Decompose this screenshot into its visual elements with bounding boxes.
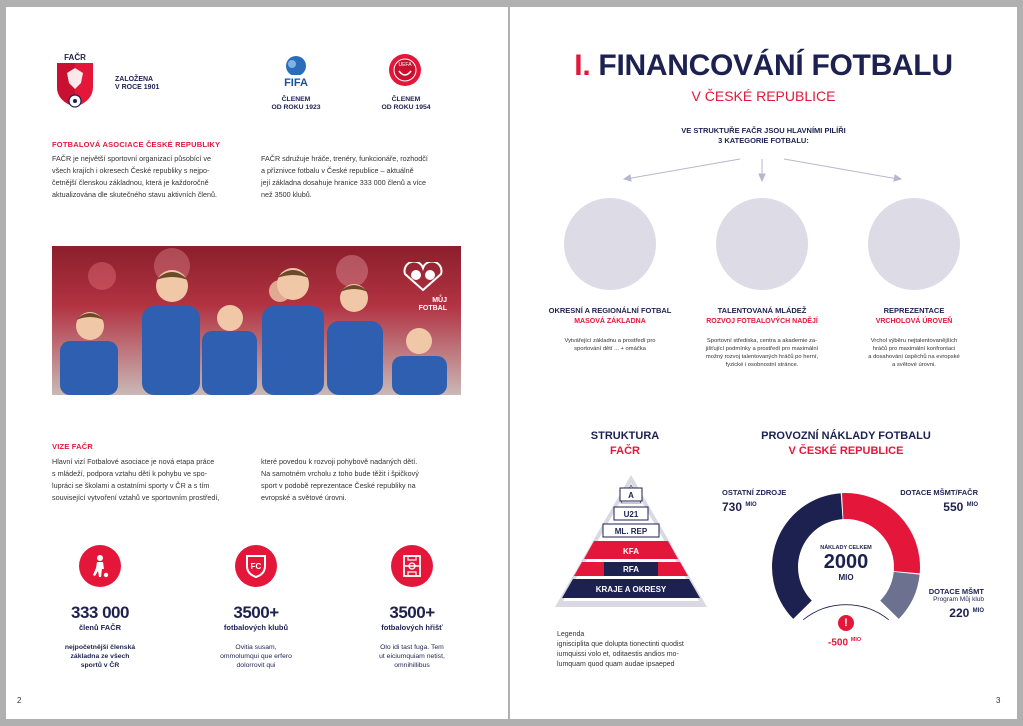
pillar-2-image bbox=[716, 198, 808, 290]
player-icon bbox=[79, 545, 121, 587]
pillar-1 bbox=[530, 306, 690, 353]
pillar-1-image bbox=[564, 198, 656, 290]
pillar-2 bbox=[682, 306, 842, 369]
stat-pitches-number: 3500+ bbox=[389, 603, 435, 622]
structure-sub: FAČR bbox=[610, 445, 640, 457]
label-msmt-val: 220 bbox=[949, 606, 970, 620]
pillar-1-desc: Vytvářející základnu a prostředí pro sportování dětí ... + omáčka bbox=[564, 338, 656, 352]
assoc-col2: FAČR sdružuje hráče, trenéry, funkcionáře, rozhodčí a příznivce fotbalu v České republice – aktuálně její základna dosahuje hranice 333 000 členů a více než 3500 klubů. bbox=[261, 154, 428, 199]
pillar-2-title: TALENTOVANÁ MLÁDEŽ bbox=[717, 306, 807, 315]
fc-shield-icon bbox=[235, 545, 277, 587]
costs-title: PROVOZNÍ NÁKLADY FOTBALU bbox=[761, 430, 931, 442]
assoc-heading: FOTBALOVÁ ASOCIACE ČESKÉ REPUBLIKY bbox=[52, 140, 221, 149]
stat-clubs-number: 3500+ bbox=[233, 603, 279, 622]
uefa-logo bbox=[388, 53, 422, 87]
page-subtitle: V ČESKÉ REPUBLICE bbox=[691, 88, 836, 104]
pillar-3 bbox=[834, 306, 994, 369]
deficit-label: -500 $^{MIO}$ bbox=[828, 637, 862, 649]
stat-members-number: 333 000 bbox=[71, 603, 129, 622]
stat-members-desc: nejpočetnější členská základna ze všech sportů v ČR bbox=[64, 644, 136, 669]
facr-logo-text: FAČR bbox=[64, 53, 86, 62]
level-kfa-label: KFA bbox=[623, 547, 639, 556]
level-mlrep-label: ML. REP bbox=[614, 527, 648, 536]
fifa-wordmark: FIFA bbox=[284, 77, 308, 89]
pillar-3-sub: VRCHOLOVÁ ÚROVEŇ bbox=[875, 318, 953, 325]
label-msmt-facr: DOTACE MŠMT/FAČR 550 $^{MIO}$ bbox=[900, 488, 978, 514]
stat-pitches-desc: Olo idi tast fuga. Tem ut eiciumquiam netist, omnihillibus bbox=[379, 644, 445, 669]
page-number-left: 2 bbox=[17, 696, 22, 705]
pillar-3-desc: Vrchol výběru nejtalentovanějších hráčů pro maximální konfrontaci a dosahování úspěchů na evropské a světové úrovni. bbox=[868, 338, 960, 368]
vize-heading: VIZE FAČR bbox=[52, 442, 93, 451]
stat-clubs-label: fotbalových klubů bbox=[223, 623, 289, 632]
level-kraje-label: KRAJE A OKRESY bbox=[595, 585, 667, 594]
title-text: FINANCOVÁNÍ FOTBALU bbox=[598, 49, 953, 82]
vize-col1: Hlavní vizí Fotbalové asociace je nová etapa práce s mládeží, podpora vztahu dětí k pohybu ve spo- lupráci se školami a ostatními sporty v ČR a s tím související vytvoření vztahů ve sportovním prostředí, bbox=[52, 457, 220, 502]
fifa-caption: ČLENEM OD ROKU 1923 bbox=[271, 96, 321, 111]
label-msmt-facr-val: 550 bbox=[943, 500, 964, 514]
title-number: I. bbox=[574, 49, 591, 82]
pillar-1-title: OKRESNÍ A REGIONÁLNÍ FOTBAL bbox=[548, 306, 672, 315]
uefa-caption: ČLENEM OD ROKU 1954 bbox=[381, 96, 431, 111]
pillar-1-sub: MASOVÁ ZÁKLADNA bbox=[574, 318, 646, 325]
donut-total: 2000 bbox=[823, 551, 869, 573]
donut-center: NÁKLADY CELKEM 2000 MIO bbox=[796, 545, 896, 582]
pillar-arrows bbox=[510, 7, 1017, 207]
pillars-intro: VE STRUKTUŘE FAČR JSOU HLAVNÍMI PILÍŘI 3 KATEGORIE FOTBALU: bbox=[681, 126, 846, 145]
page-number-right: 3 bbox=[996, 696, 1001, 705]
svg-text:FC: FC bbox=[250, 562, 262, 571]
level-u21-label: U21 bbox=[623, 510, 639, 519]
label-other-val: 730 bbox=[722, 500, 743, 514]
stat-pitches-label: fotbalových hřišť bbox=[381, 623, 443, 632]
label-other: OSTATNÍ ZDROJE 730 $^{MIO}$ bbox=[722, 488, 787, 514]
uefa-wordmark: UEFA bbox=[398, 62, 412, 68]
stat-members-label: členů FAČR bbox=[78, 623, 122, 632]
assoc-col1: FAČR je největší sportovní organizací působící ve všech krajích i okresech České republiky s nejpo- četnější členskou základnou, která je každoročně aktualizována dle skutečného stavu aktivních členů. bbox=[52, 154, 218, 199]
warning-icon: ! bbox=[838, 615, 854, 631]
label-msmt: DOTACE MŠMT Program Můj klub 220 $^{MIO}$ bbox=[928, 587, 984, 620]
stat-pitches bbox=[353, 545, 471, 670]
badge-line1: MŮJ bbox=[432, 297, 447, 304]
stat-members bbox=[41, 545, 159, 670]
pillar-3-image bbox=[868, 198, 960, 290]
pillar-3-title: REPREZENTACE bbox=[883, 306, 945, 315]
stat-clubs-desc: Ovitia susam, ommolumqui que erfero dolorrovit qui bbox=[220, 644, 292, 669]
stat-clubs bbox=[197, 545, 315, 670]
right-page bbox=[510, 7, 1017, 719]
badge-line2: FOTBAL bbox=[418, 305, 447, 312]
founded-text: ZALOŽENA V ROCE 1901 bbox=[115, 76, 160, 91]
structure-title: STRUKTURA bbox=[590, 430, 660, 442]
left-page bbox=[6, 7, 508, 719]
costs-sub: V ČESKÉ REPUBLICE bbox=[788, 445, 904, 457]
level-rfa-label: RFA bbox=[623, 565, 639, 574]
facr-logo bbox=[53, 51, 97, 109]
fifa-logo bbox=[278, 55, 314, 89]
pitch-icon bbox=[391, 545, 433, 587]
pillar-2-desc: Sportovní střediska, centra a akademie za- jišťující podmínky a prostředí pro maximální možný rozvoj talentovaných hráčů po herní, fyzické i osobnostní stránce. bbox=[705, 338, 819, 368]
team-photo bbox=[52, 246, 461, 395]
pillar-2-sub: ROZVOJ FOTBALOVÝCH NADĚJÍ bbox=[706, 318, 818, 325]
muj-fotbal-badge bbox=[399, 262, 447, 318]
legend: Legenda ignisciplita que dolupta tionectinti quodist iumquissi volo et, oditaestis andios mo- lumquam quod quam audae ipsaeped bbox=[557, 631, 684, 668]
level-a-label: A bbox=[628, 491, 634, 500]
vize-col2: které povedou k rozvoji pohybově nadaných dětí. Na samotném vrcholu z toho bude těžit i špičkový sport v podobě reprezentace České republiky na evropské a světové úrovni. bbox=[261, 457, 419, 502]
structure-pyramid bbox=[554, 473, 709, 609]
legend-title: Legenda bbox=[557, 631, 585, 638]
